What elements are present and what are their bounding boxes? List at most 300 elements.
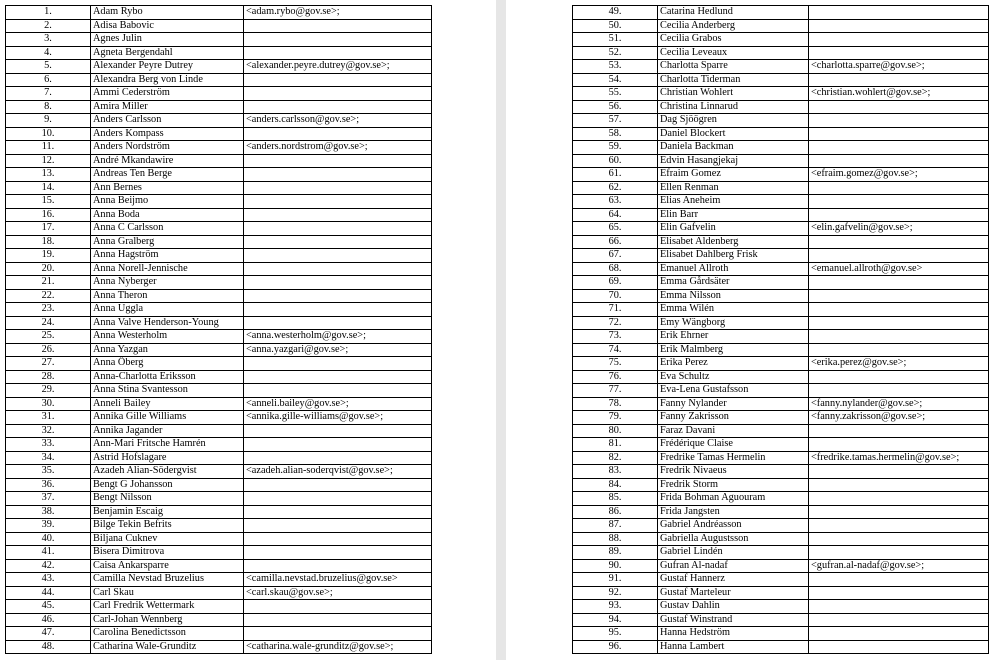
contact-email	[809, 627, 989, 641]
row-number: 83.	[573, 465, 658, 479]
contact-name: Fanny Nylander	[658, 397, 809, 411]
row-number: 32.	[6, 424, 91, 438]
contact-name: Anna Theron	[91, 289, 244, 303]
table-row	[573, 357, 989, 371]
contact-email	[809, 532, 989, 546]
contact-name: Agneta Bergendahl	[91, 46, 244, 60]
table-row	[6, 114, 432, 128]
table-row	[573, 532, 989, 546]
contact-table-left	[5, 5, 432, 654]
contact-name: Elin Barr	[658, 208, 809, 222]
row-number: 70.	[573, 289, 658, 303]
contact-name: Emanuel Allroth	[658, 262, 809, 276]
contact-email	[809, 195, 989, 209]
contact-name: Hanna Hedström	[658, 627, 809, 641]
contact-name: Emy Wängborg	[658, 316, 809, 330]
contact-email	[809, 33, 989, 47]
contact-name: Andreas Ten Berge	[91, 168, 244, 182]
row-number: 73.	[573, 330, 658, 344]
contact-name: Gustav Dahlin	[658, 600, 809, 614]
contact-email	[244, 276, 432, 290]
contact-email: <elin.gafvelin@gov.se>;	[809, 222, 989, 236]
table-row	[6, 559, 432, 573]
contact-email	[809, 586, 989, 600]
contact-name: Charlotta Sparre	[658, 60, 809, 74]
contact-name: Anna C Carlsson	[91, 222, 244, 236]
table-row	[6, 586, 432, 600]
row-number: 12.	[6, 154, 91, 168]
contact-name: Catarina Hedlund	[658, 6, 809, 20]
row-number: 48.	[6, 640, 91, 654]
contact-email	[244, 505, 432, 519]
table-row	[573, 613, 989, 627]
contact-email	[244, 168, 432, 182]
contact-name: Camilla Nevstad Bruzelius	[91, 573, 244, 587]
contact-email	[809, 73, 989, 87]
contact-email: <camilla.nevstad.bruzelius@gov.se>	[244, 573, 432, 587]
row-number: 7.	[6, 87, 91, 101]
contact-email	[809, 249, 989, 263]
contact-name: Frida Bohman Aguouram	[658, 492, 809, 506]
row-number: 36.	[6, 478, 91, 492]
contact-name: Anna Beijmo	[91, 195, 244, 209]
contact-name: Carolina Benedictsson	[91, 627, 244, 641]
contact-email	[244, 519, 432, 533]
table-row	[573, 384, 989, 398]
contact-email	[809, 276, 989, 290]
row-number: 59.	[573, 141, 658, 155]
contact-name: Charlotta Tiderman	[658, 73, 809, 87]
row-number: 54.	[573, 73, 658, 87]
table-row	[573, 424, 989, 438]
table-row	[573, 249, 989, 263]
page-gap	[496, 0, 506, 660]
table-row	[573, 397, 989, 411]
contact-email: <emanuel.allroth@gov.se>	[809, 262, 989, 276]
table-row	[6, 87, 432, 101]
contact-name: Cecilia Leveaux	[658, 46, 809, 60]
row-number: 69.	[573, 276, 658, 290]
contact-email	[809, 343, 989, 357]
table-row	[6, 262, 432, 276]
row-number: 9.	[6, 114, 91, 128]
table-row	[6, 640, 432, 654]
row-number: 22.	[6, 289, 91, 303]
contact-name: Fredrike Tamas Hermelin	[658, 451, 809, 465]
row-number: 80.	[573, 424, 658, 438]
document-page-right	[506, 0, 998, 660]
contact-name: Christian Wohlert	[658, 87, 809, 101]
contact-email	[244, 627, 432, 641]
contact-name: Elias Aneheim	[658, 195, 809, 209]
table-row	[6, 19, 432, 33]
table-row	[6, 424, 432, 438]
table-row	[573, 141, 989, 155]
contact-email	[244, 478, 432, 492]
contact-name: Anders Carlsson	[91, 114, 244, 128]
table-row	[573, 127, 989, 141]
contact-name: Bengt Nilsson	[91, 492, 244, 506]
contact-name: Cecilia Grabos	[658, 33, 809, 47]
row-number: 20.	[6, 262, 91, 276]
contact-email: <adam.rybo@gov.se>;	[244, 6, 432, 20]
row-number: 78.	[573, 397, 658, 411]
table-row	[6, 370, 432, 384]
row-number: 33.	[6, 438, 91, 452]
contact-email	[244, 316, 432, 330]
contact-email	[809, 424, 989, 438]
table-row	[6, 127, 432, 141]
table-row	[573, 573, 989, 587]
table-row	[573, 451, 989, 465]
table-row	[573, 154, 989, 168]
table-row	[6, 60, 432, 74]
table-row	[6, 411, 432, 425]
contact-email	[244, 559, 432, 573]
contact-name: Erika Perez	[658, 357, 809, 371]
row-number: 23.	[6, 303, 91, 317]
contact-name: Anna Norell-Jennische	[91, 262, 244, 276]
table-row	[573, 559, 989, 573]
row-number: 1.	[6, 6, 91, 20]
table-row	[6, 438, 432, 452]
table-row	[573, 627, 989, 641]
contact-email	[244, 249, 432, 263]
table-row	[573, 640, 989, 654]
contact-name: Cecilia Anderberg	[658, 19, 809, 33]
contact-email	[244, 451, 432, 465]
row-number: 91.	[573, 573, 658, 587]
contact-email	[244, 222, 432, 236]
contact-email	[244, 181, 432, 195]
row-number: 19.	[6, 249, 91, 263]
contact-name: Caisa Ankarsparre	[91, 559, 244, 573]
table-row	[573, 222, 989, 236]
contact-name: Bengt G Johansson	[91, 478, 244, 492]
contact-name: Elisabet Dahlberg Frisk	[658, 249, 809, 263]
table-row	[6, 303, 432, 317]
contact-email	[244, 600, 432, 614]
contact-name: Ann Bernes	[91, 181, 244, 195]
contact-name: Eva-Lena Gustafsson	[658, 384, 809, 398]
row-number: 72.	[573, 316, 658, 330]
row-number: 8.	[6, 100, 91, 114]
row-number: 47.	[6, 627, 91, 641]
row-number: 94.	[573, 613, 658, 627]
table-row	[6, 492, 432, 506]
row-number: 93.	[573, 600, 658, 614]
contact-name: Gabriel Lindén	[658, 546, 809, 560]
contact-email: <anna.yazgari@gov.se>;	[244, 343, 432, 357]
row-number: 76.	[573, 370, 658, 384]
table-row	[6, 235, 432, 249]
row-number: 56.	[573, 100, 658, 114]
contact-name: Carl Fredrik Wettermark	[91, 600, 244, 614]
contact-email	[244, 19, 432, 33]
table-row	[573, 492, 989, 506]
contact-email: <carl.skau@gov.se>;	[244, 586, 432, 600]
row-number: 28.	[6, 370, 91, 384]
row-number: 84.	[573, 478, 658, 492]
contact-name: Hanna Lambert	[658, 640, 809, 654]
table-row	[6, 154, 432, 168]
row-number: 45.	[6, 600, 91, 614]
contact-email	[809, 208, 989, 222]
row-number: 34.	[6, 451, 91, 465]
table-row	[573, 60, 989, 74]
contact-name: Benjamin Escaig	[91, 505, 244, 519]
contact-name: Elin Gafvelin	[658, 222, 809, 236]
row-number: 21.	[6, 276, 91, 290]
contact-name: Azadeh Alian-Södergvist	[91, 465, 244, 479]
row-number: 15.	[6, 195, 91, 209]
contact-name: Anna Nyberger	[91, 276, 244, 290]
table-row	[573, 546, 989, 560]
row-number: 16.	[6, 208, 91, 222]
contact-email: <anneli.bailey@gov.se>;	[244, 397, 432, 411]
contact-name: Edvin Hasangjekaj	[658, 154, 809, 168]
table-row	[573, 438, 989, 452]
contact-email	[809, 438, 989, 452]
row-number: 89.	[573, 546, 658, 560]
row-number: 75.	[573, 357, 658, 371]
row-number: 13.	[6, 168, 91, 182]
row-number: 52.	[573, 46, 658, 60]
table-row	[6, 100, 432, 114]
row-number: 60.	[573, 154, 658, 168]
contact-name: Ellen Renman	[658, 181, 809, 195]
contact-email: <erika.perez@gov.se>;	[809, 357, 989, 371]
row-number: 44.	[6, 586, 91, 600]
contact-email: <catharina.wale-grunditz@gov.se>;	[244, 640, 432, 654]
contact-name: Annika Jagander	[91, 424, 244, 438]
table-row	[6, 181, 432, 195]
contact-name: Fredrik Storm	[658, 478, 809, 492]
contact-email	[809, 46, 989, 60]
table-row	[6, 465, 432, 479]
contact-name: Carl Skau	[91, 586, 244, 600]
row-number: 42.	[6, 559, 91, 573]
contact-email	[244, 492, 432, 506]
contact-name: Astrid Hofslagare	[91, 451, 244, 465]
row-number: 82.	[573, 451, 658, 465]
row-number: 88.	[573, 532, 658, 546]
table-row	[6, 600, 432, 614]
table-row	[6, 33, 432, 47]
row-number: 50.	[573, 19, 658, 33]
table-row	[6, 330, 432, 344]
table-row	[6, 46, 432, 60]
table-row	[573, 586, 989, 600]
contact-email	[809, 573, 989, 587]
contact-email	[809, 141, 989, 155]
contact-email	[244, 424, 432, 438]
contact-name: Anna Boda	[91, 208, 244, 222]
row-number: 62.	[573, 181, 658, 195]
contact-table-body	[573, 6, 989, 654]
row-number: 11.	[6, 141, 91, 155]
table-row	[6, 357, 432, 371]
contact-name: Anna Valve Henderson-Young	[91, 316, 244, 330]
contact-name: Frédérique Claise	[658, 438, 809, 452]
contact-name: Gabriel Andréasson	[658, 519, 809, 533]
contact-name: Anneli Bailey	[91, 397, 244, 411]
table-row	[6, 168, 432, 182]
contact-email: <charlotta.sparre@gov.se>;	[809, 60, 989, 74]
row-number: 27.	[6, 357, 91, 371]
contact-email	[244, 46, 432, 60]
table-row	[6, 343, 432, 357]
row-number: 46.	[6, 613, 91, 627]
contact-name: Faraz Davani	[658, 424, 809, 438]
contact-name: Anna Yazgan	[91, 343, 244, 357]
contact-name: Emma Wilén	[658, 303, 809, 317]
contact-email	[244, 303, 432, 317]
contact-email	[809, 181, 989, 195]
contact-email	[809, 303, 989, 317]
contact-email: <anders.nordstrom@gov.se>;	[244, 141, 432, 155]
row-number: 24.	[6, 316, 91, 330]
contact-name: Annika Gille Williams	[91, 411, 244, 425]
row-number: 92.	[573, 586, 658, 600]
table-row	[6, 276, 432, 290]
contact-email	[809, 600, 989, 614]
contact-name: Daniela Backman	[658, 141, 809, 155]
contact-name: Ammi Cederström	[91, 87, 244, 101]
row-number: 31.	[6, 411, 91, 425]
row-number: 71.	[573, 303, 658, 317]
row-number: 3.	[6, 33, 91, 47]
table-row	[573, 289, 989, 303]
table-row	[6, 613, 432, 627]
row-number: 55.	[573, 87, 658, 101]
table-row	[573, 235, 989, 249]
contact-name: Anna Hagström	[91, 249, 244, 263]
table-row	[573, 330, 989, 344]
contact-email	[809, 640, 989, 654]
row-number: 66.	[573, 235, 658, 249]
contact-email	[809, 478, 989, 492]
table-row	[6, 573, 432, 587]
contact-email	[809, 127, 989, 141]
contact-name: Biljana Cuknev	[91, 532, 244, 546]
contact-email	[809, 613, 989, 627]
contact-name: Eva Schultz	[658, 370, 809, 384]
contact-name: Elisabet Aldenberg	[658, 235, 809, 249]
table-row	[6, 249, 432, 263]
contact-email	[809, 492, 989, 506]
contact-email: <efraim.gomez@gov.se>;	[809, 168, 989, 182]
contact-email	[809, 154, 989, 168]
table-row	[573, 600, 989, 614]
row-number: 65.	[573, 222, 658, 236]
contact-email	[244, 208, 432, 222]
row-number: 41.	[6, 546, 91, 560]
table-row	[573, 181, 989, 195]
row-number: 96.	[573, 640, 658, 654]
row-number: 51.	[573, 33, 658, 47]
row-number: 38.	[6, 505, 91, 519]
row-number: 5.	[6, 60, 91, 74]
contact-email	[809, 519, 989, 533]
contact-email	[244, 195, 432, 209]
contact-name: Anna Öberg	[91, 357, 244, 371]
contact-name: Efraim Gomez	[658, 168, 809, 182]
contact-email	[809, 316, 989, 330]
row-number: 35.	[6, 465, 91, 479]
contact-name: Daniel Blockert	[658, 127, 809, 141]
contact-name: Alexandra Berg von Linde	[91, 73, 244, 87]
table-row	[6, 6, 432, 20]
contact-email	[244, 289, 432, 303]
row-number: 95.	[573, 627, 658, 641]
table-row	[573, 478, 989, 492]
contact-name: Gustaf Marteleur	[658, 586, 809, 600]
contact-name: Gufran Al-nadaf	[658, 559, 809, 573]
table-row	[6, 546, 432, 560]
table-row	[6, 208, 432, 222]
table-row	[6, 397, 432, 411]
table-row	[573, 6, 989, 20]
row-number: 90.	[573, 559, 658, 573]
table-row	[573, 33, 989, 47]
contact-name: Fredrik Nivaeus	[658, 465, 809, 479]
contact-name: Anders Kompass	[91, 127, 244, 141]
contact-email	[809, 235, 989, 249]
table-row	[6, 222, 432, 236]
contact-name: Alexander Peyre Dutrey	[91, 60, 244, 74]
contact-email	[809, 370, 989, 384]
table-row	[6, 627, 432, 641]
table-row	[573, 73, 989, 87]
contact-email: <anders.carlsson@gov.se>;	[244, 114, 432, 128]
row-number: 63.	[573, 195, 658, 209]
contact-name: Erik Ehrner	[658, 330, 809, 344]
contact-email	[809, 384, 989, 398]
contact-name: Catharina Wale-Grunditz	[91, 640, 244, 654]
contact-email	[244, 127, 432, 141]
contact-name: Christina Linnarud	[658, 100, 809, 114]
table-row	[6, 505, 432, 519]
row-number: 25.	[6, 330, 91, 344]
contact-name: Emma Nilsson	[658, 289, 809, 303]
contact-name: Fanny Zakrisson	[658, 411, 809, 425]
row-number: 81.	[573, 438, 658, 452]
table-row	[573, 303, 989, 317]
table-row	[573, 343, 989, 357]
contact-email	[244, 33, 432, 47]
row-number: 68.	[573, 262, 658, 276]
row-number: 26.	[6, 343, 91, 357]
contact-name: Adisa Babovic	[91, 19, 244, 33]
row-number: 64.	[573, 208, 658, 222]
row-number: 53.	[573, 60, 658, 74]
row-number: 79.	[573, 411, 658, 425]
contact-email	[244, 384, 432, 398]
table-row	[573, 87, 989, 101]
contact-name: Gustaf Winstrand	[658, 613, 809, 627]
contact-name: Frida Jangsten	[658, 505, 809, 519]
table-row	[6, 289, 432, 303]
table-row	[573, 370, 989, 384]
table-row	[573, 19, 989, 33]
table-row	[573, 100, 989, 114]
contact-email	[244, 262, 432, 276]
row-number: 58.	[573, 127, 658, 141]
contact-email	[244, 235, 432, 249]
contact-email	[244, 546, 432, 560]
table-row	[6, 141, 432, 155]
